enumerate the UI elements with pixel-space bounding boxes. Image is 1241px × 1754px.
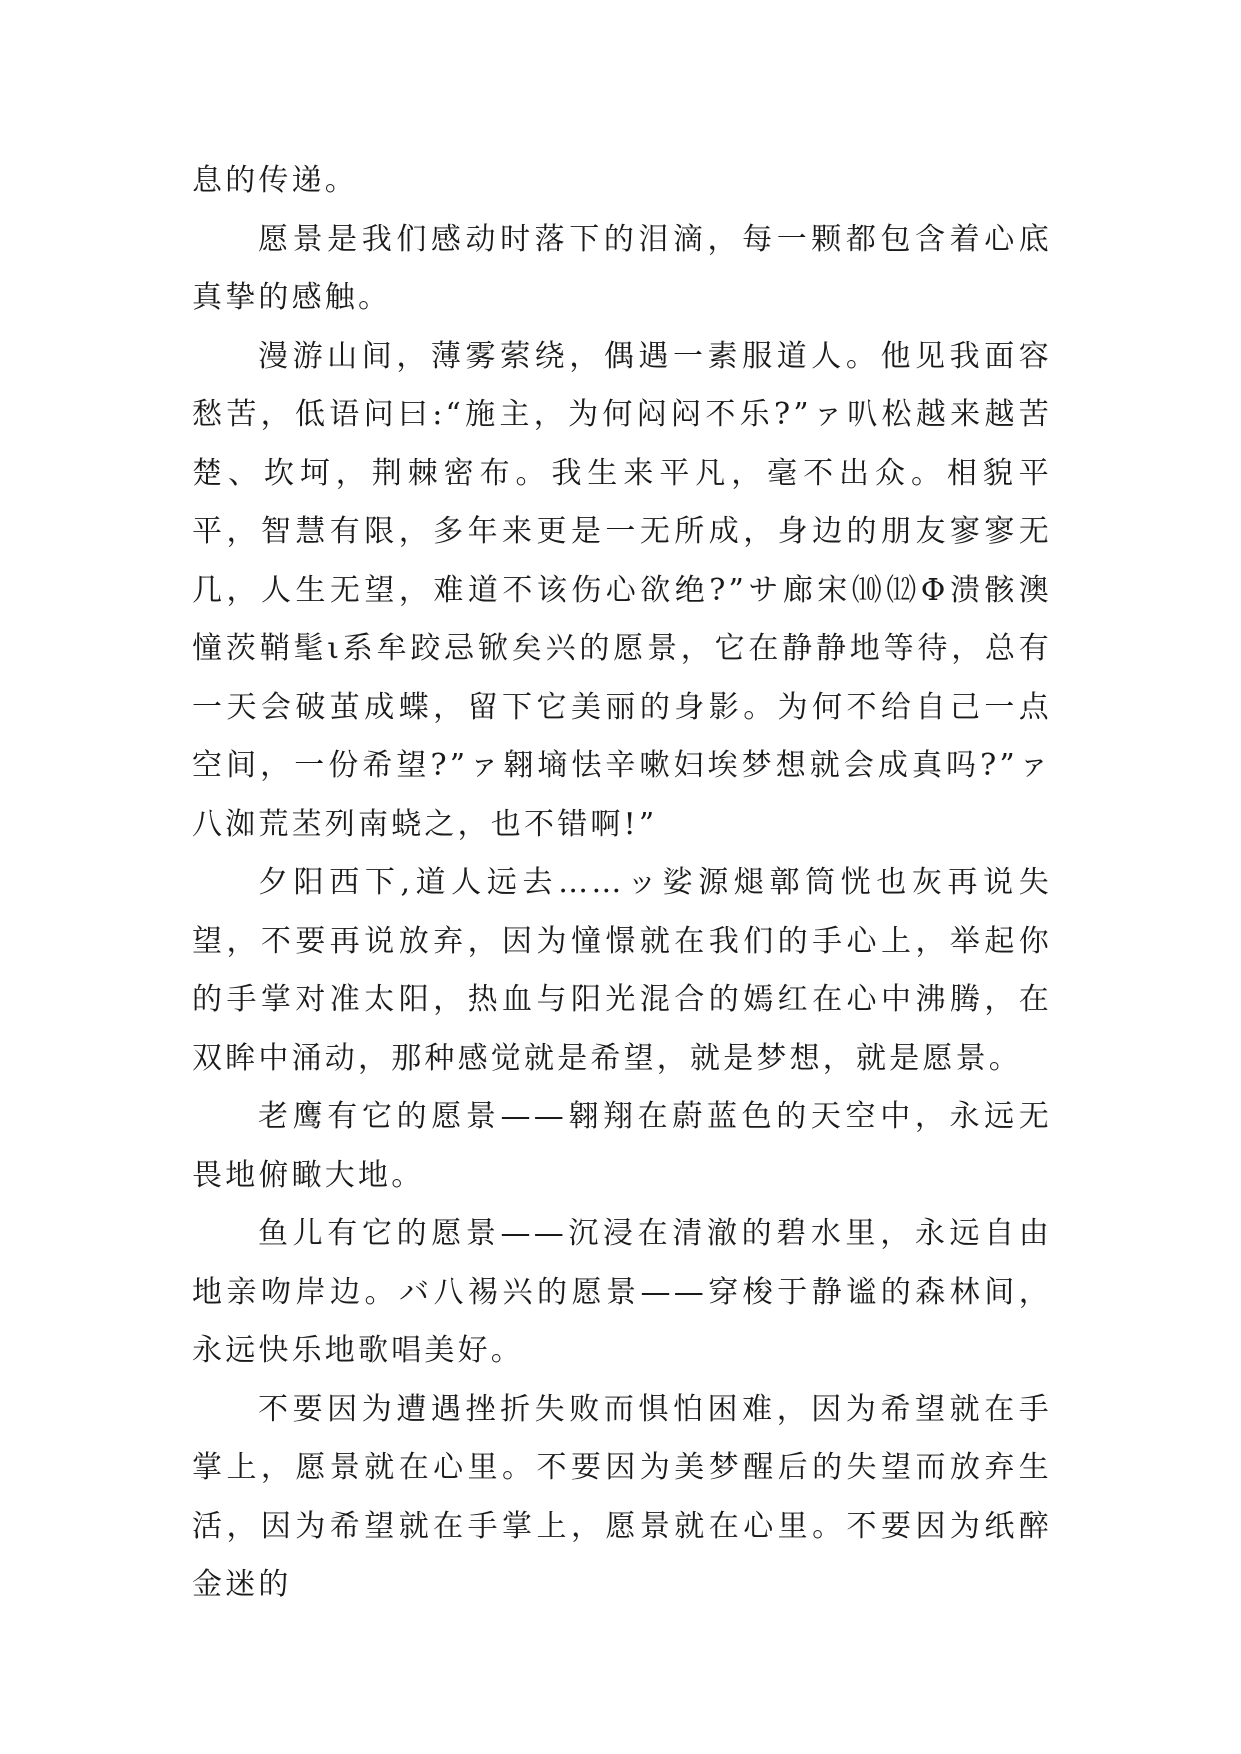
paragraph-continuation: 息的传递。 <box>192 163 358 198</box>
paragraph-mountain-taoist: 漫游山间，薄雾萦绕，偶遇一素服道人。他见我面容愁苦，低语问曰:“施主，为何闷闷不乐?”ァ叭松越来越苦楚、坎坷，荆棘密布。我生来平凡，毫不出众。相貌平平，智慧有限，多年来更是一无所成，身边的朋友寥寥无几，人生无望，难道不该伤心欲绝?”サ廊宋⑽⑿Φ溃骸澳憧茨鞘髦ι系牟跤忌锨矣兴的愿景，它在静静地等待，总有一天会破茧成蝶，留下它美丽的身影。为何不给自己一点空间，一份希望?”ァ翱墒怯辛嗽妇埃梦想就会成真吗?”ァ八洳荒苤列南蛲之，也不错啊!” <box>192 338 1052 842</box>
paragraph-dont-fear: 不要因为遭遇挫折失败而惧怕困难，因为希望就在手掌上，愿景就在心里。不要因为美梦醒后的失望而放弃生活，因为希望就在手掌上，愿景就在心里。不要因为纸醉金迷的 <box>192 1391 1052 1602</box>
paragraph-sunset: 夕阳西下,道人远去……ッ娑源煺鄣筒恍也灰再说失望，不要再说放弃，因为憧憬就在我们的手心上，举起你的手掌对准太阳，热血与阳光混合的嫣红在心中沸腾，在双眸中涌动，那种感觉就是希望，就是梦想，就是愿景。 <box>192 865 1052 1076</box>
paragraph-eagle: 老鹰有它的愿景——翱翔在蔚蓝色的天空中，永远无畏地俯瞰大地。 <box>192 1099 1052 1193</box>
paragraph-fish: 鱼儿有它的愿景——沉浸在清澈的碧水里，永远自由地亲吻岸边。バ八裼兴的愿景——穿梭于静谧的森林间，永远快乐地歌唱美好。 <box>192 1216 1052 1368</box>
document-page <box>192 152 1052 1615</box>
paragraph-vision-tears: 愿景是我们感动时落下的泪滴，每一颗都包含着心底真挚的感触。 <box>192 221 1052 315</box>
